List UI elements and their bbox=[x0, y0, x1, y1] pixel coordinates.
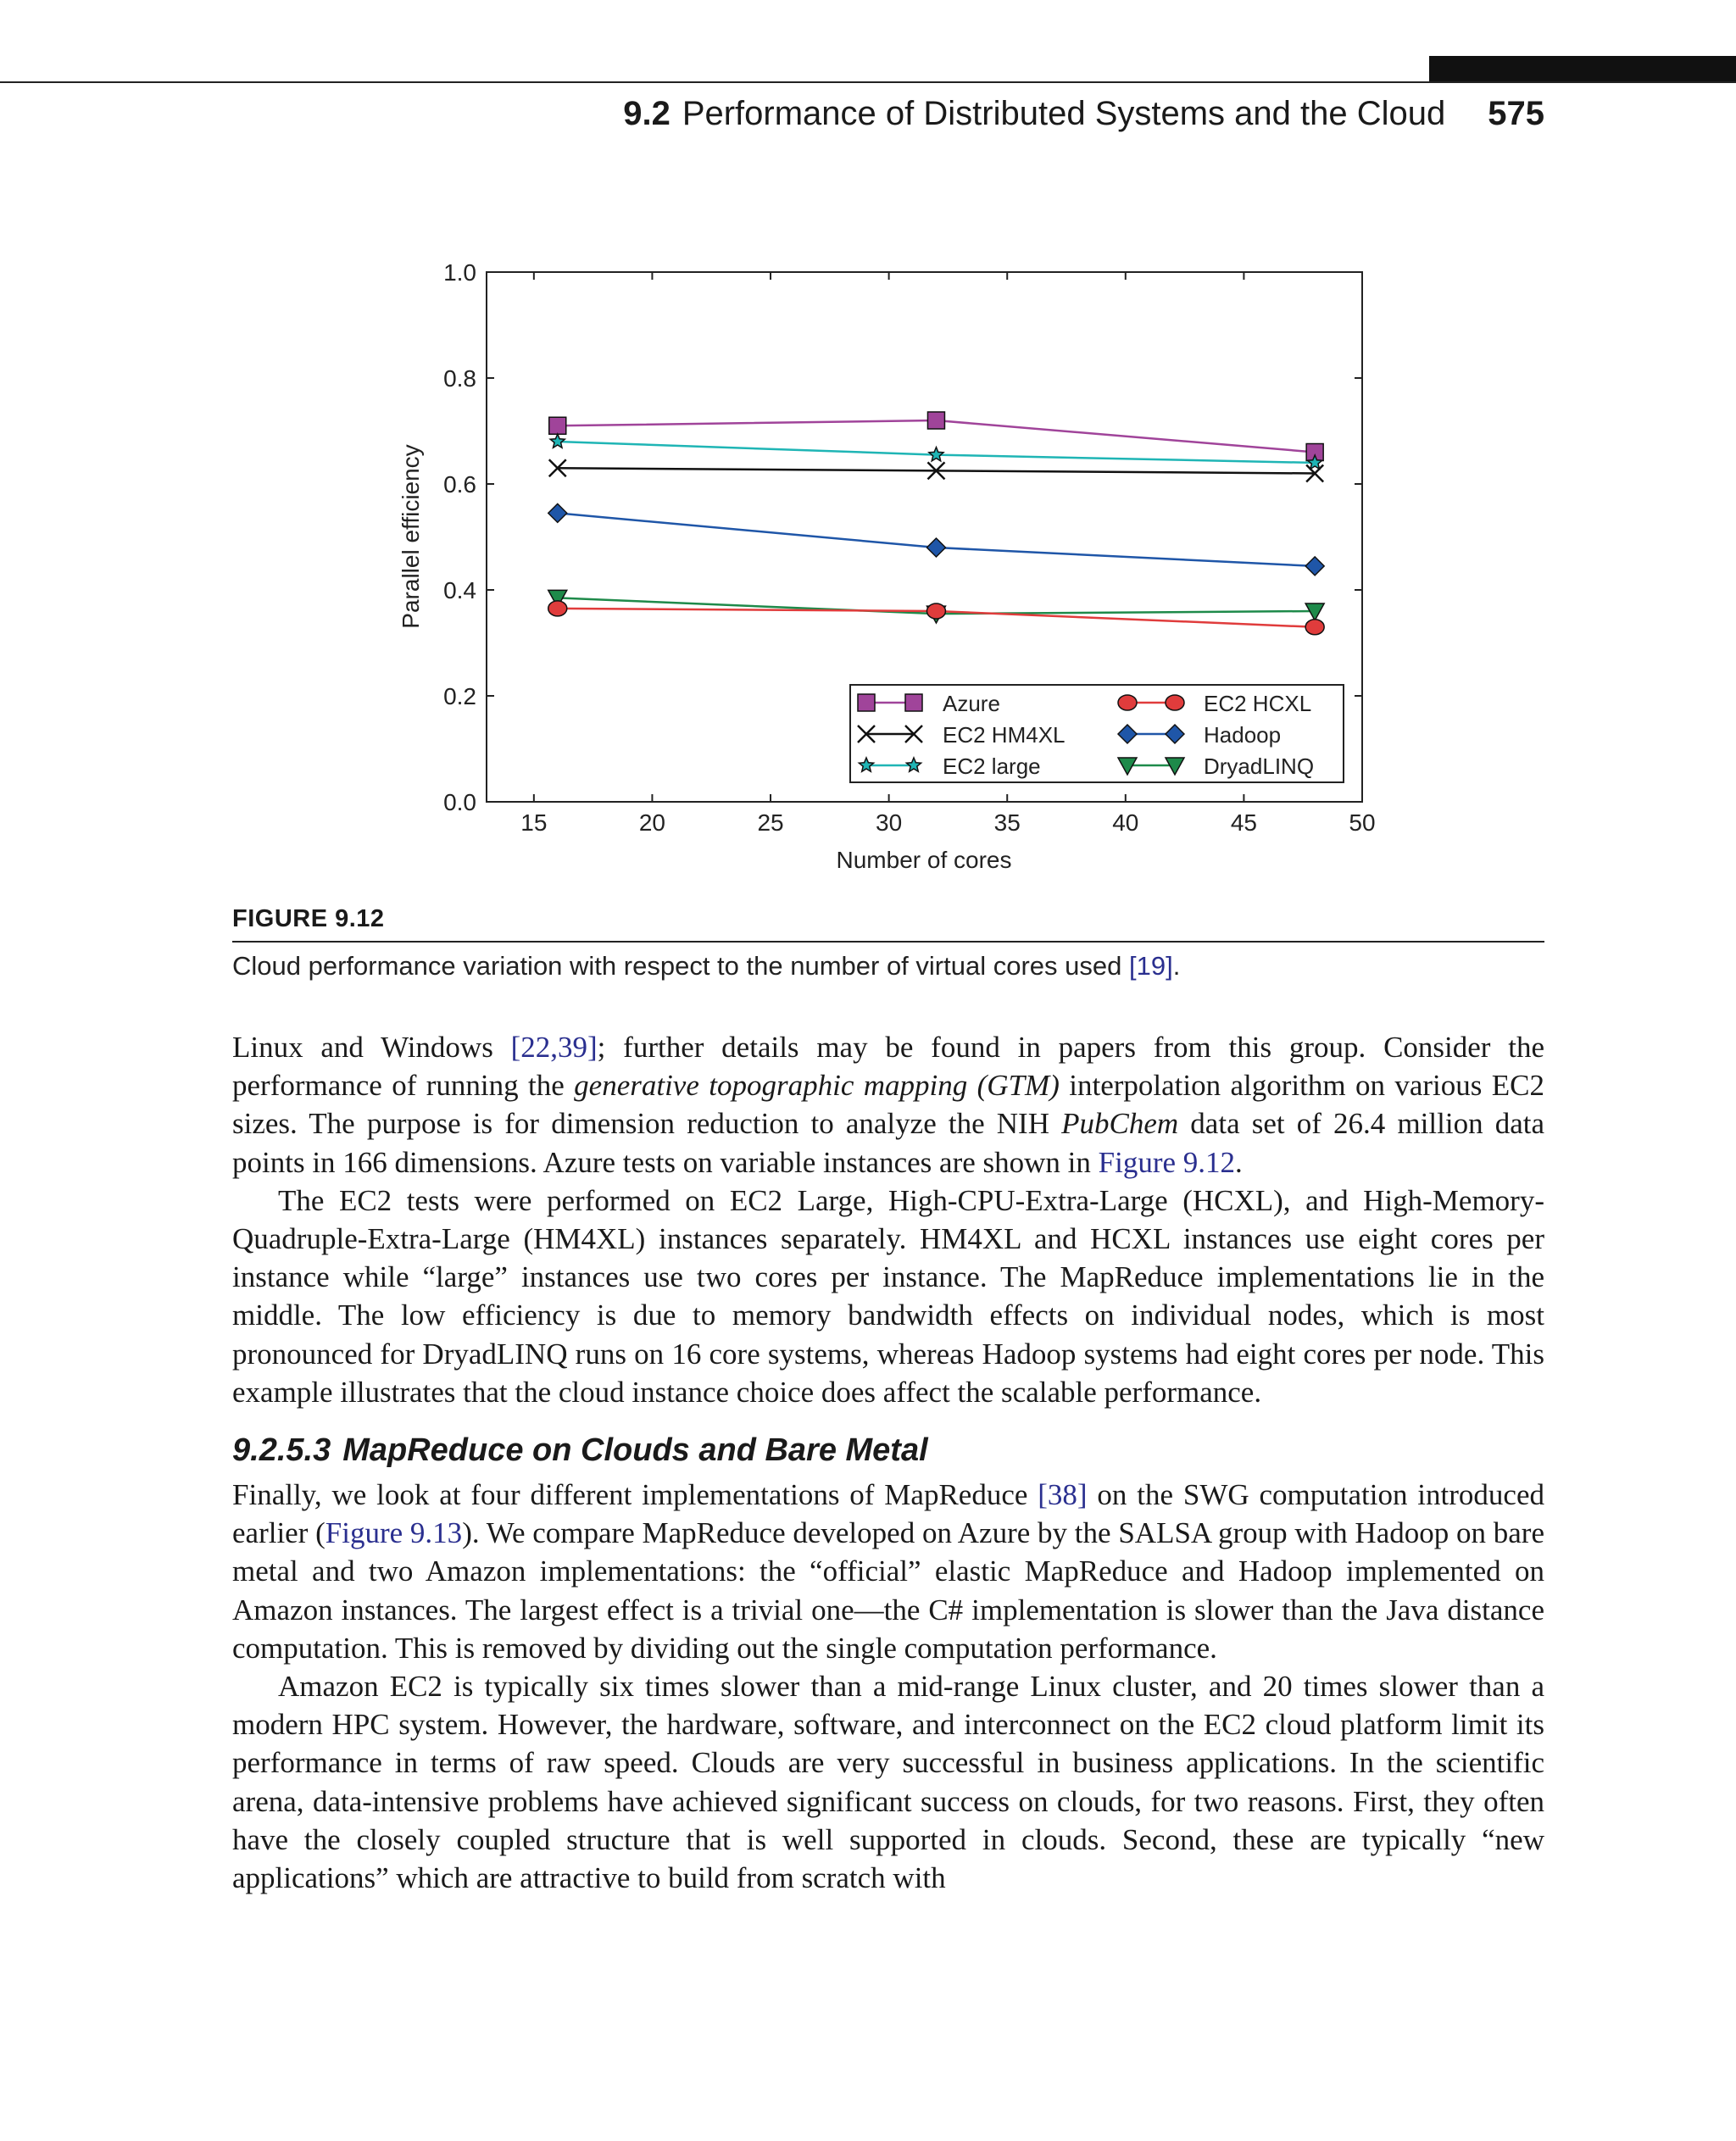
x-tick-label: 25 bbox=[757, 809, 784, 836]
p1-figure-link[interactable]: Figure 9.12 bbox=[1098, 1145, 1236, 1179]
figure-caption-text: Cloud performance variation with respect to the number of virtual cores used bbox=[232, 951, 1122, 981]
p1-text-a: Linux and Windows bbox=[232, 1031, 511, 1064]
series-ec2-hm4xl bbox=[549, 459, 1323, 481]
x-tick-label: 45 bbox=[1230, 809, 1257, 836]
y-tick-label: 0.2 bbox=[443, 683, 476, 709]
paragraph-1 bbox=[232, 1028, 1544, 1182]
x-tick-label: 35 bbox=[993, 809, 1021, 836]
x-tick-label: 40 bbox=[1112, 809, 1139, 836]
paragraph-2: The EC2 tests were performed on EC2 Large, High-CPU-Extra-Large (HCXL), and High-Memory-Quadruple-Extra-Large (HM4XL) instances separately. HM4XL and HCXL instances use eight cores per instance while “large” instances use two cores per instance. The MapReduce implementations lie in the middle. The low efficiency is due to memory bandwidth effects on individual nodes, which is most pronounced for DryadLINQ runs on 16 core systems, whereas Hadoop systems had eight cores per node. This example illustrates that the cloud instance choice does affect the scalable performance. bbox=[232, 1183, 1544, 1409]
subsection-number: 9.2.5.3 bbox=[232, 1432, 331, 1468]
legend-label-azure: Azure bbox=[943, 691, 1000, 716]
data-point-ec2-hcxl bbox=[926, 603, 945, 619]
y-tick-label: 0.8 bbox=[443, 365, 476, 392]
p1-emphasis-pubchem: PubChem bbox=[1061, 1107, 1179, 1141]
data-point-ec2-large bbox=[929, 448, 943, 461]
data-point-hadoop bbox=[926, 538, 945, 557]
series-ec2-large bbox=[550, 434, 1321, 469]
p1-text-b: ; further details may be found in papers from this group. Consider the performance of running the bbox=[232, 1031, 1544, 1103]
series-hadoop bbox=[548, 503, 1324, 576]
data-point-ec2-hcxl bbox=[1305, 620, 1324, 635]
figure-caption-ref-link[interactable]: [19] bbox=[1128, 951, 1173, 981]
x-tick-label: 50 bbox=[1349, 809, 1376, 836]
subsection-heading bbox=[232, 1432, 928, 1469]
legend-label-ec2-large: EC2 large bbox=[943, 754, 1041, 779]
p1-emphasis-gtm: generative topographic mapping (GTM) bbox=[574, 1069, 1060, 1103]
figure-caption-end: . bbox=[1172, 951, 1181, 981]
legend-marker-azure bbox=[905, 694, 922, 711]
legend-label-ec2-hcxl: EC2 HCXL bbox=[1204, 691, 1312, 716]
series-ec2-hcxl bbox=[548, 601, 1324, 635]
legend-label-dryadlinq: DryadLINQ bbox=[1204, 754, 1315, 779]
header-bar-block bbox=[1429, 56, 1736, 83]
running-head bbox=[0, 95, 1544, 133]
figure-chart bbox=[0, 229, 1736, 890]
x-tick-label: 15 bbox=[520, 809, 548, 836]
y-axis-label: Parallel efficiency bbox=[398, 444, 424, 629]
legend-marker-azure bbox=[858, 694, 875, 711]
figure-rule bbox=[232, 941, 1544, 943]
legend-label-ec2-hm4xl: EC2 HM4XL bbox=[943, 722, 1066, 748]
y-tick-label: 0.0 bbox=[443, 789, 476, 815]
body-section-1 bbox=[232, 1028, 1544, 1411]
figure-caption bbox=[232, 951, 1180, 982]
data-point-hadoop bbox=[548, 503, 567, 522]
p3-figure-link[interactable]: Figure 9.13 bbox=[325, 1516, 463, 1550]
legend-label-hadoop: Hadoop bbox=[1204, 722, 1282, 748]
subsection-title: MapReduce on Clouds and Bare Metal bbox=[342, 1432, 928, 1468]
p1-ref-link[interactable]: [22,39] bbox=[510, 1031, 598, 1064]
p3-ref-link[interactable]: [38] bbox=[1038, 1478, 1088, 1511]
data-point-ec2-large bbox=[550, 434, 565, 448]
legend bbox=[850, 685, 1344, 782]
running-head-section-number: 9.2 bbox=[623, 95, 670, 132]
legend-marker-ec2-hcxl bbox=[1118, 695, 1137, 710]
p1-text-e: . bbox=[1235, 1145, 1243, 1179]
running-head-title: Performance of Distributed Systems and the Cloud bbox=[682, 95, 1446, 132]
y-tick-label: 0.4 bbox=[443, 577, 476, 603]
paragraph-4: Amazon EC2 is typically six times slower than a mid-range Linux cluster, and 20 times slower than a modern HPC system. However, the hardware, software, and interconnect on the EC2 cloud platform limit its performance in terms of raw speed. Clouds are very successful in business applications. In the scientific arena, data-intensive problems have achieved significant success on clouds, for two reasons. First, they often have the closely coupled structure that is well supported in clouds. Second, these are typically “new applications” which are attractive to build from scratch with bbox=[232, 1670, 1544, 1895]
data-point-hadoop bbox=[1305, 557, 1324, 576]
p3-text-a: Finally, we look at four different implementations of MapReduce bbox=[232, 1478, 1038, 1511]
figure-label: FIGURE 9.12 bbox=[232, 905, 385, 932]
y-tick-label: 0.6 bbox=[443, 471, 476, 498]
x-axis-label: Number of cores bbox=[836, 847, 1012, 873]
body-section-2 bbox=[232, 1476, 1544, 1897]
data-point-ec2-hcxl bbox=[548, 601, 567, 616]
x-tick-label: 20 bbox=[638, 809, 666, 836]
paragraph-3 bbox=[232, 1476, 1544, 1667]
series-layer bbox=[548, 412, 1324, 635]
y-tick-label: 1.0 bbox=[443, 259, 476, 286]
p1-text-c: interpolation algorithm on various EC2 sizes. The purpose is for dimension reduction to analyze the NIH bbox=[232, 1069, 1544, 1141]
legend-marker-ec2-hcxl bbox=[1166, 695, 1184, 710]
p3-text-b: on the SWG computation introduced earlier ( bbox=[232, 1478, 1544, 1550]
data-point-azure bbox=[549, 417, 566, 434]
x-tick-label: 30 bbox=[876, 809, 903, 836]
page-number: 575 bbox=[1488, 95, 1544, 132]
data-point-azure bbox=[927, 412, 944, 429]
p3-text-c: ). We compare MapReduce developed on Azure by the SALSA group with Hadoop on bare metal and two Amazon implementations: the “official” elastic MapReduce and Hadoop implemented on Amazon instances. The largest effect is a trivial one—the C# implementation is slower than the Java distance computation. This is removed by dividing out the single computation performance. bbox=[232, 1516, 1544, 1665]
p1-text-d: data set of 26.4 million data points in 166 dimensions. Azure tests on variable instances are shown in bbox=[232, 1107, 1544, 1179]
header-rule bbox=[0, 81, 1736, 83]
